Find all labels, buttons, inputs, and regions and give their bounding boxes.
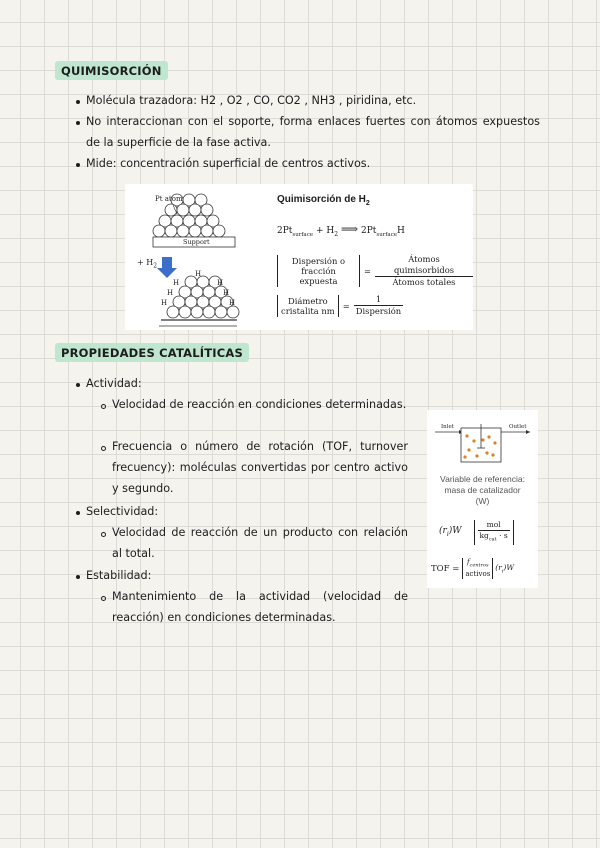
rate-formula: $(r_i)W$ $\frac{\text{mol}}{kg_{cat} \cdot s}$ xyxy=(439,520,514,545)
inlet-label: Inlet xyxy=(441,424,454,430)
support-label: Support xyxy=(183,238,210,246)
item-label-estabilidad: Estabilidad: xyxy=(86,569,152,582)
h-atom-label: H xyxy=(229,299,236,307)
h-atom-label: H xyxy=(173,279,180,287)
h-atom-label: H xyxy=(195,270,202,278)
section-heading-quimisorcion: QUIMISORCIÓN xyxy=(55,61,168,80)
reactor-diagram xyxy=(427,410,538,470)
pt-atom-label: Pt atom xyxy=(155,195,183,203)
pt-crystal-diagram xyxy=(125,184,275,330)
bullet xyxy=(76,163,80,167)
sub-bullet xyxy=(101,404,106,409)
bullet xyxy=(76,575,80,579)
sub-text-estabilidad: Mantenimiento de la actividad (velocidad de reacción) en condiciones determinadas. xyxy=(112,590,408,624)
chemisorption-equation: $2Pt_{surface} + H_2$ ⟹ $2Pt_{surface}H$ xyxy=(277,222,405,238)
figure-title: Quimisorción de $H_2$ xyxy=(277,194,370,207)
reactor-figure xyxy=(427,410,538,588)
sub-bullet xyxy=(101,596,106,601)
tof-formula: TOF = $f_{centros}$ activos $(r_i)W$ xyxy=(431,558,515,579)
h-atom-label: H xyxy=(217,279,224,287)
h-atom-label: H xyxy=(167,289,174,297)
item-label-selectividad: Selectividad: xyxy=(86,505,159,518)
reactor-caption: Variable de referencia: masa de catalizador (W) xyxy=(440,474,525,506)
sub-text-velocidad: Velocidad de reacción en condiciones determinadas. xyxy=(112,398,407,411)
section-heading-propiedades: PROPIEDADES CATALÍTICAS xyxy=(55,343,249,362)
diameter-formula: Diámetro cristalita nm = $\frac{1}{\text{Dispersión}}$ xyxy=(277,294,403,317)
sub-bullet xyxy=(101,532,106,537)
h-atom-label: H xyxy=(161,299,168,307)
outlet-label: Outlet xyxy=(509,424,527,430)
dispersion-formula: Dispersión o fracción expuesta = $\frac{\text{Átomos quimisorbidos}}{\text{Átomos totales}}$ xyxy=(277,254,473,288)
sub-text-selectividad: Velocidad de reacción de un producto con relación al total. xyxy=(112,526,408,560)
h-atom-label: H xyxy=(223,289,230,297)
bullet xyxy=(76,383,80,387)
h2-label: + $H_2$ xyxy=(137,258,158,270)
sub-text-tof: Frecuencia o número de rotación (TOF, turnover frecuency): moléculas convertidas por centro activo y segundo. xyxy=(112,440,408,495)
bullet-text-interaccion: No interaccionan con el soporte, forma enlaces fuertes con átomos expuestos de la superficie de la fase activa. xyxy=(86,115,540,149)
bullet xyxy=(76,511,80,515)
sub-bullet xyxy=(101,446,106,451)
bullet-text-trazadora: Molécula trazadora: H2 , O2 , CO, CO2 , NH3 , piridina, etc. xyxy=(86,94,417,107)
bullet xyxy=(76,121,80,125)
chemisorption-figure xyxy=(125,184,473,330)
item-label-actividad: Actividad: xyxy=(86,377,142,390)
bullet xyxy=(76,100,80,104)
bullet-text-mide: Mide: concentración superficial de centros activos. xyxy=(86,157,371,170)
